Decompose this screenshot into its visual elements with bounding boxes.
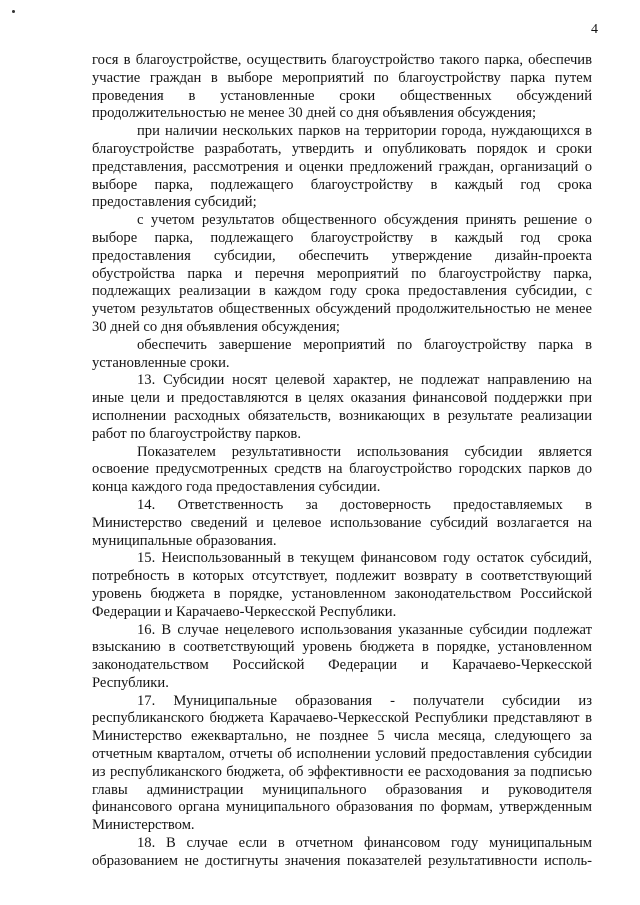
paragraph: 13. Субсидии носят целевой характер, не подлежат направлению на иные цели и предоставляются в целях оказания финансовой поддержки при исполнении расходных обязательств, возникающих в результате реализации работ по благоустройству парков. [92, 372, 592, 442]
paragraph: гося в благоустройстве, осуществить благоустройство такого парка, обеспечив участие граждан в выборе мероприятий по благоустройству парка путем проведения в установленные сроки общественных обсуждений продолжительностью не менее 30 дней со дня объявления обсуждения; [92, 52, 592, 122]
paragraph: 14. Ответственность за достоверность предоставляемых в Министерство сведений и целевое использование субсидий возлагается на муниципальные образования. [92, 496, 592, 549]
paragraph: 18. В случае если в отчетном финансовом году муниципальным образованием не достигнуты значения показателей результативности исполь- [92, 835, 592, 869]
page-number: 4 [591, 22, 598, 37]
paragraph: с учетом результатов общественного обсуждения принять решение о выборе парка, подлежащего благоустройству в каждый год срока предоставления субсидии, обеспечить утверждение дизайн-проекта обустройства парка и перечня мероприятий по благоустройству парка, подлежащих реализации в каждом году срока предоставления субсидии, с учетом результатов общественных обсуждений продолжительностью не менее 30 дней со дня объявления обсуждения; [92, 212, 592, 335]
paragraph: Показателем результативности использования субсидии является освоение предусмотренных средств на благоустройство городских парков до конца каждого года предоставления субсидии. [92, 443, 592, 496]
scan-mark [12, 10, 15, 13]
paragraph: 15. Неиспользованный в текущем финансовом году остаток субсидий, потребность в которых отсутствует, подлежит возврату в соответствующий уровень бюджета в порядке, установленном законодательством Российской Федерации и Карачаево-Черкесской Республики. [92, 550, 592, 620]
document-body [92, 52, 592, 871]
paragraph: обеспечить завершение мероприятий по благоустройству парка в установленные сроки. [92, 336, 592, 371]
paragraph: 16. В случае нецелевого использования указанные субсидии подлежат взысканию в соответствующий уровень бюджета в порядке, установленном законодательством Российской Федерации и Карачаево-Черкесской Республики. [92, 621, 592, 691]
paragraph: 17. Муниципальные образования - получатели субсидии из республиканского бюджета Карачаево-Черкесской Республики представляют в Министерство ежеквартально, не позднее 5 числа месяца, следующего за отчетным кварталом, отчеты об исполнении условий предоставления субсидии из республиканского бюджета, об эффективности ее расходования за подписью главы администрации муниципального образования и руководителя финансового органа муниципального образования по формам, утвержденным Министерством. [92, 692, 592, 834]
paragraph: при наличии нескольких парков на территории города, нуждающихся в благоустройстве разработать, утвердить и опубликовать порядок и сроки представления, рассмотрения и оценки предложений граждан, организаций о выборе парка, подлежащего благоустройству в каждый год срока предоставления субсидий; [92, 123, 592, 211]
